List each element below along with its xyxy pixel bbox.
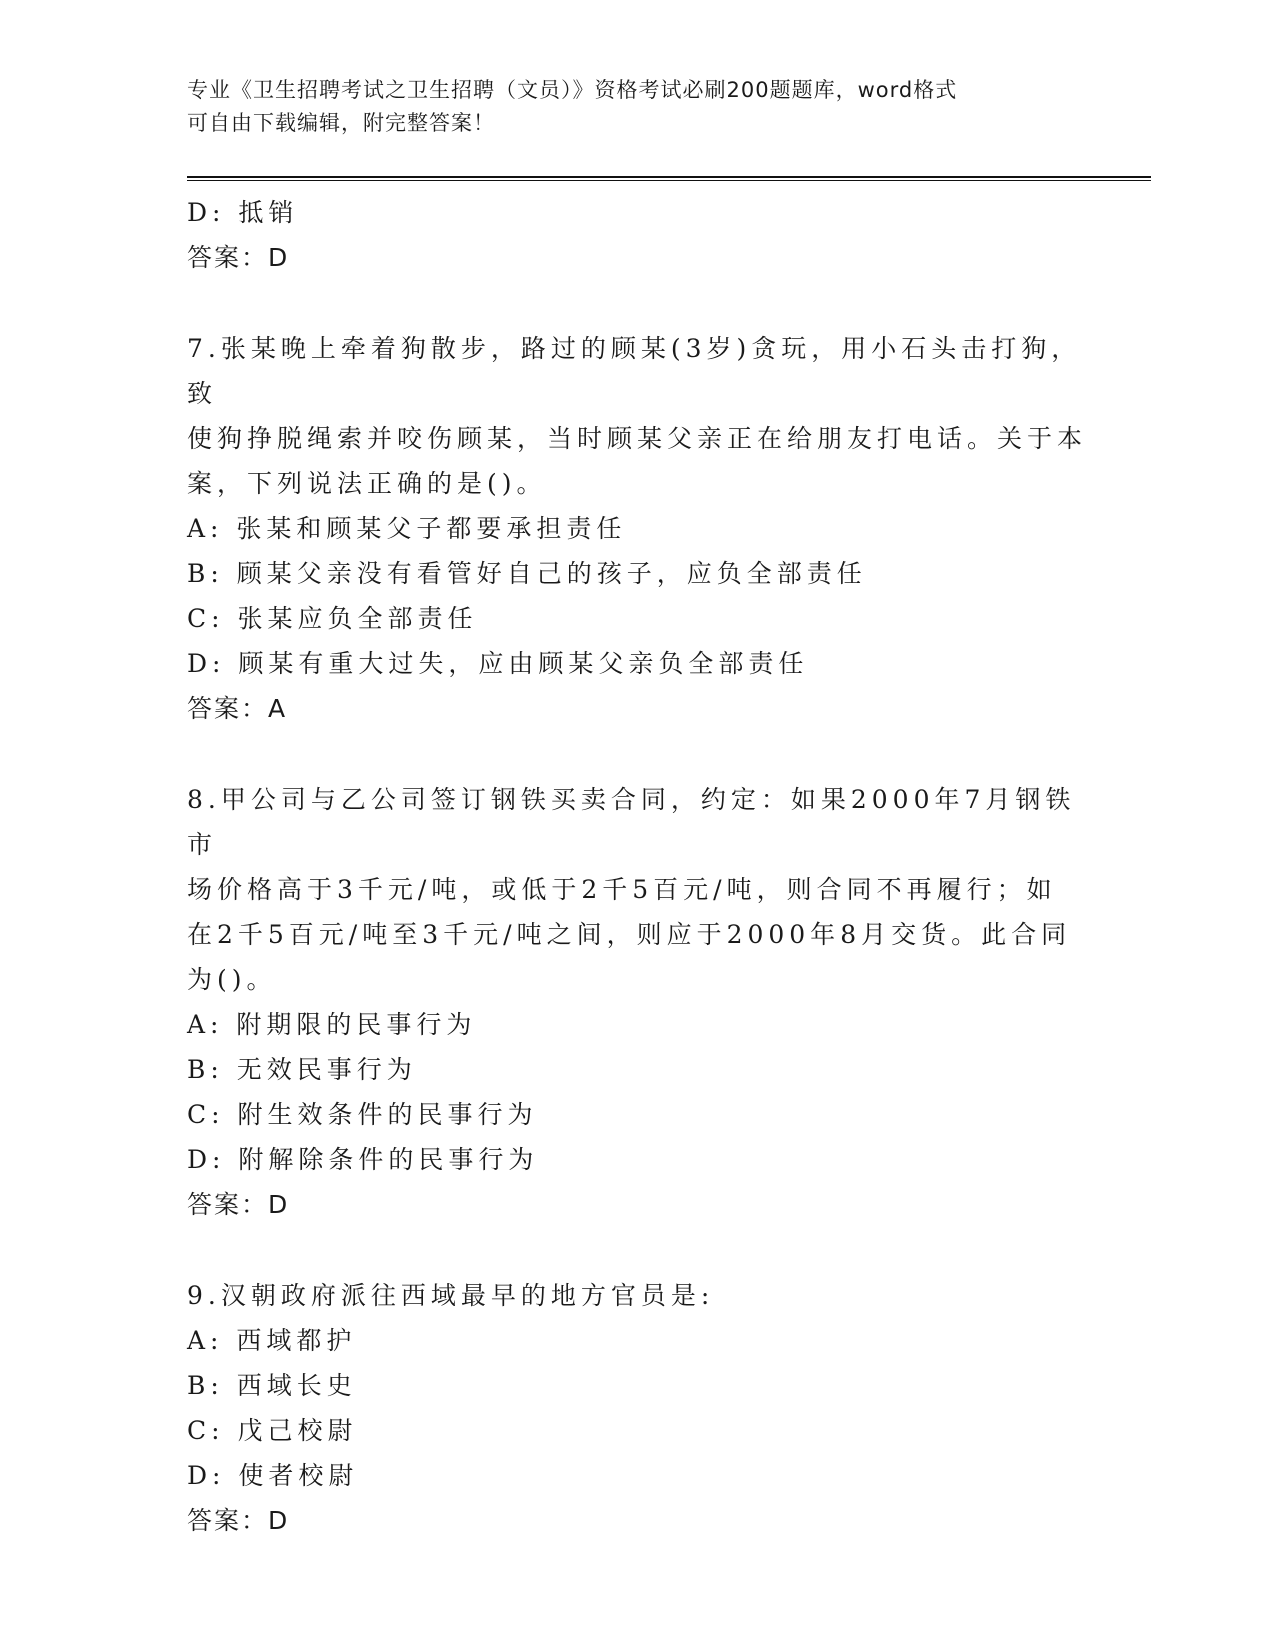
option-c: C: 戊己校尉 [187, 1416, 358, 1445]
spacer [187, 280, 1087, 326]
option-b: B: 西域长史 [187, 1371, 357, 1400]
option-d: D: 附解除条件的民事行为 [187, 1145, 539, 1174]
option-a: A: 张某和顾某父子都要承担责任 [187, 514, 627, 543]
question-list [187, 190, 1087, 1543]
spacer [187, 731, 1087, 777]
answer-line: 答案：D [187, 243, 290, 272]
page-header [187, 74, 1067, 140]
header-divider [187, 176, 1151, 181]
answer-line: 答案：D [187, 1506, 290, 1535]
spacer [187, 1227, 1087, 1273]
question-7 [187, 326, 1087, 731]
option-d: D: 使者校尉 [187, 1461, 359, 1490]
question-stem: 7.张某晚上牵着狗散步，路过的顾某(3岁)贪玩，用小石头击打狗，致 使狗挣脱绳索并咬伤顾某，当时顾某父亲正在给朋友打电话。关于本 案，下列说法正确的是()。 [187, 334, 1088, 498]
option-c: C: 张某应负全部责任 [187, 604, 478, 633]
question-9 [187, 1273, 1087, 1543]
option-a: A: 西域都护 [187, 1326, 357, 1355]
option-d: D: 顾某有重大过失，应由顾某父亲负全部责任 [187, 649, 809, 678]
header-title-line-1: 专业《卫生招聘考试之卫生招聘（文员）》资格考试必刷200题题库，word格式 [187, 78, 958, 102]
answer-line: 答案：D [187, 1190, 290, 1219]
option-d: D: 抵销 [187, 198, 299, 227]
header-title-line-2: 可自由下载编辑，附完整答案！ [187, 111, 495, 135]
option-b: B: 无效民事行为 [187, 1055, 417, 1084]
option-c: C: 附生效条件的民事行为 [187, 1100, 538, 1129]
option-a: A: 附期限的民事行为 [187, 1010, 477, 1039]
option-b: B: 顾某父亲没有看管好自己的孩子，应负全部责任 [187, 559, 867, 588]
answer-line: 答案：A [187, 694, 288, 723]
question-stem: 8.甲公司与乙公司签订钢铁买卖合同，约定：如果2000年7月钢铁市 场价格高于3千元/吨，或低于2千5百元/吨，则合同不再履行；如 在2千5百元/吨至3千元/吨之间，则应于2000年8月交货。此合同 为()。 [187, 785, 1076, 994]
question-8 [187, 777, 1087, 1227]
question-stem: 9.汉朝政府派往西域最早的地方官员是: [187, 1281, 715, 1310]
previous-question-tail [187, 190, 1087, 280]
